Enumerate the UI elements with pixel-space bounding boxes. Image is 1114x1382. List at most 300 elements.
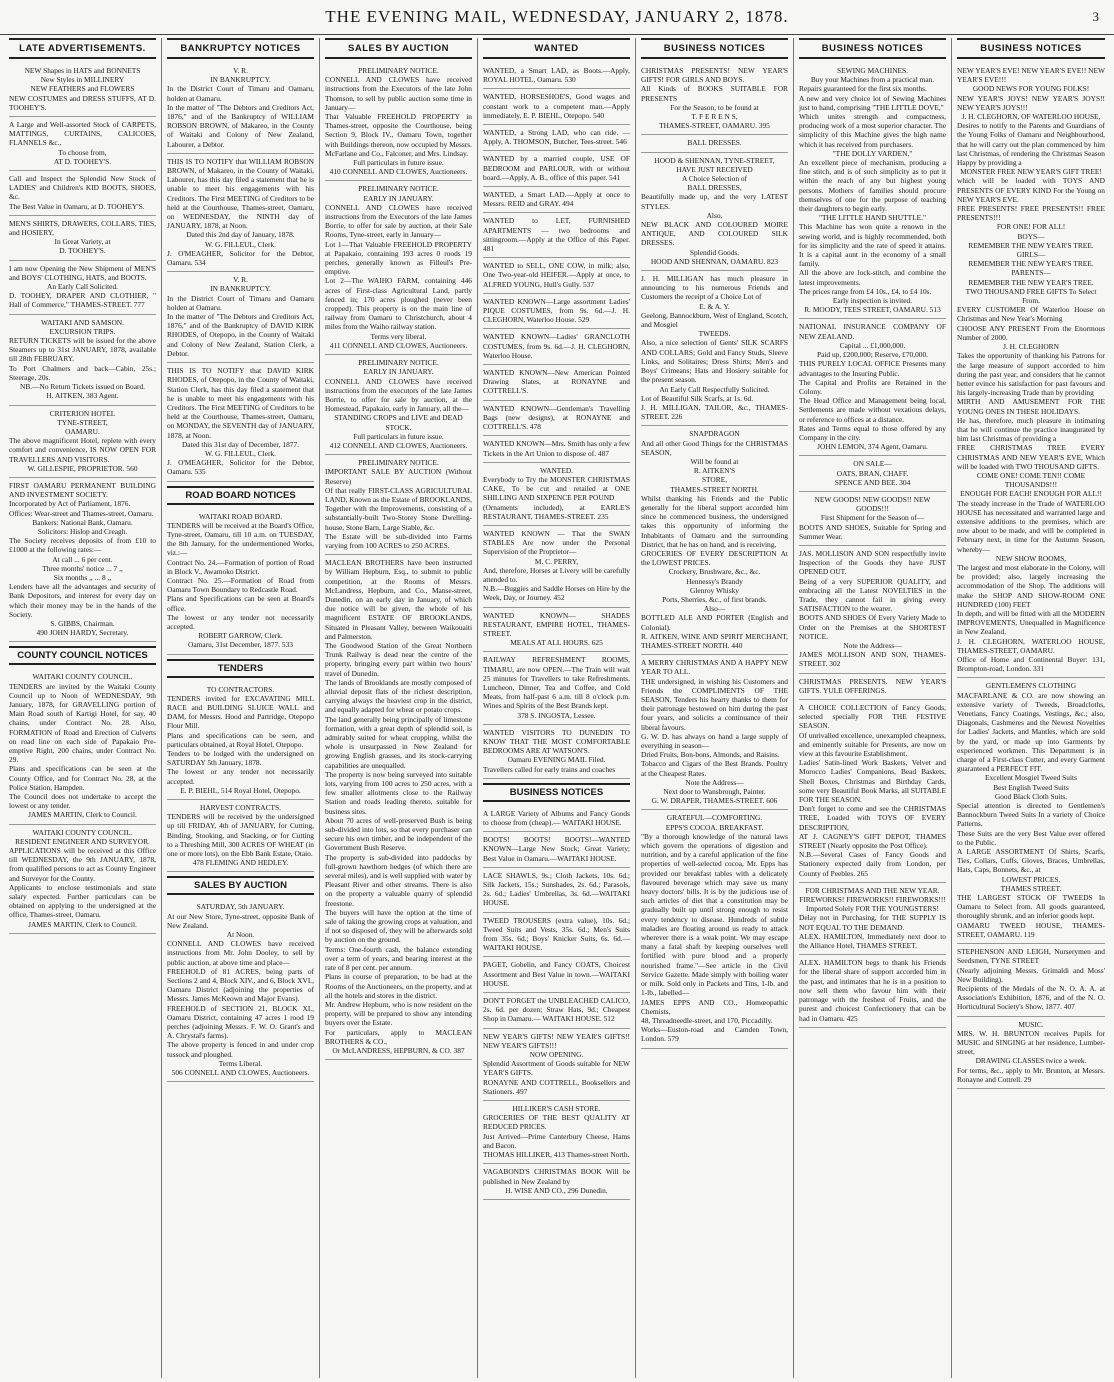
- ad-line: WANTED by a married couple, USE OF BEDROOM and PARLOUR, with or without board.—Apply, A. B., office of this paper. 541: [483, 154, 630, 182]
- ad-line: FIRST OAMARU PERMANENT BUILDING AND INVESTMENT SOCIETY.: [9, 480, 156, 500]
- ad-line: ENOUGH FOR EACH! ENOUGH FOR ALL!!: [960, 489, 1102, 499]
- ad-line: D. TOOHEY'S.: [59, 246, 106, 256]
- ad-line: R. MOODY, TEES STREET, OAMARU. 513: [804, 305, 941, 315]
- ad-line: Paid up, £200,000; Reserve, £70,000.: [816, 350, 929, 360]
- ad-line: THAMES-STREET, OAMARU. 395: [659, 121, 770, 131]
- ad-line: Lot 2—The WAIHO FARM, containing 446 acres of First-class Agricultural Land, partly fenced in; 170 acres ploughed (never been cropped). This property is on the main line of railway from Oamaru to Christchurch, about 4 miles from the Waiho railway station.: [325, 276, 472, 332]
- ad-line: H. AITKEN, 383 Agent.: [46, 391, 119, 401]
- ad-line: W. GILLESPIE, PROPRIETOR. 560: [27, 463, 138, 473]
- ad-line: WANTED KNOWN—Mrs. Smith has only a few Tickets in the Art Union to dispose of. 487: [483, 439, 630, 458]
- ad-line: 412 CONNELL AND CLOWES, Auctioneers.: [329, 440, 468, 450]
- ad-line: I am now Opening the New Shipment of MEN'S and BOYS' CLOTHING, HATS, and BOOTS.: [9, 263, 156, 282]
- advertisement: [799, 883, 946, 955]
- advertisement: [167, 272, 314, 363]
- ad-line: The steady increase in the Trade of WATERLOO HOUSE has necessitated and warranted large and extensive additions to the premises, which are now about to be made, and will be completed in February next, in time for the Autumn Season, whereby—: [957, 498, 1105, 554]
- advertisement: [483, 151, 630, 187]
- ad-line: MACLEAN BROTHERS have been instructed by William Hepburn, Esq., to submit to public competition, at the Rooms of Messrs. McLandress, Hepburn, and Co., Manse-street, Dunedin, on an early day in January, of which due notice will be given, the whole of his magnificent ESTATE OF BROOKLANDS, Situated in Pleasant Valley, between Waikouaiti and Palmerston.: [325, 558, 472, 641]
- ad-line: ROBERT GARROW, Clerk.: [198, 631, 283, 641]
- ad-line: NEW GOODS! NEW GOODS!! NEW GOODS!!!: [814, 494, 931, 514]
- advertisement: [9, 406, 156, 478]
- ad-line: THAMES STREET.: [1000, 883, 1062, 893]
- ad-line: The buyers will have the option at the time of sale of taking the growing crops at valuation, and if not so disposed of, they will be afterwards sold by auction on the ground.: [325, 907, 472, 945]
- ad-line: Also,: [706, 210, 723, 220]
- advertisement: [483, 1029, 630, 1101]
- ad-line: A Large and Well-assorted Stock of CARPETS, MATTINGS, CURTAINS, CALICOES, FLANNELS &c.,: [9, 120, 156, 148]
- ad-line: IN BANKRUPTCY.: [210, 284, 271, 294]
- advertisement: [957, 678, 1105, 944]
- ad-line: Oamaru EVENING MAIL Filed.: [507, 755, 606, 765]
- ad-line: J. H. MILLIGAN has much pleasure in announcing to his numerous Friends and Customers the receipt of a Choice Lot of: [641, 274, 788, 302]
- ad-line: AT D. TOOHEY'S.: [53, 156, 112, 166]
- ad-line: The Best Value in Oamaru, at D. TOOHEY'S.: [9, 201, 145, 211]
- ad-line: Note the Address—: [843, 640, 902, 650]
- ad-line: To Port Chalmers and back—Cabin, 25s.; Steerage, 20s.: [9, 363, 156, 382]
- ad-line: COME ONE! COME TEN!! COME THOUSANDS!!!: [976, 470, 1086, 490]
- ad-line: M. C. PERRY,: [534, 556, 579, 566]
- ad-line: To choose from,: [58, 147, 107, 157]
- ad-line: For the Season, to be found at: [670, 102, 759, 112]
- advertisement: [167, 63, 314, 154]
- ad-line: In the matter of "The Debtors and Creditors Act, 1876," and of the Bankruptcy of WILLIAM ROBSON BROWN, of Makareo, in the County of Waitaki and Colony of New Zealand, Labourer, a Debtor.: [167, 102, 314, 149]
- ad-line: CONNELL AND CLOWES have received instructions from the Executors of the late John Thomson, to sell by public auction some time in January—: [325, 75, 472, 112]
- ad-line: In the District Court of Timaru and Oamaru, holden at Oamaru.: [167, 84, 314, 103]
- ad-line: ON SALE—: [853, 459, 892, 469]
- column-7: [952, 38, 1110, 1378]
- ad-line: WANTED VISITORS TO DUNEDIN TO KNOW THAT THE MOST COMFORTABLE BEDROOMS ARE AT WATSON'S.: [483, 727, 630, 756]
- column-3: [320, 38, 478, 1378]
- ad-line: MIRTH AND AMUSEMENT FOR THE YOUNG ONES IN THESE HOLIDAYS.: [957, 397, 1105, 416]
- ad-line: REMEMBER THE NEW YEAR'S TREE.: [968, 240, 1094, 250]
- ad-line: DON'T FORGET the UNBLEACHED CALICO, 2s. 6d. per dozen; Straw Hats, 9d.; Cheapest Shop in Oamaru.— WAITAKI HOUSE. 512: [483, 996, 630, 1024]
- ad-line: Being of a very SUPERIOR QUALITY, and embracing all the Latest NOVELTIES in the Trade, they cannot fail in giving every SATISFACTION to the wearer.: [799, 576, 946, 614]
- ad-line: TENDERS will be received by the undersigned up till FRIDAY, 4th of JANUARY, for Cutting, Binding, Stooking, and Stacking, or for Cutting to a Threshing Mill, 300 ACRES OF WHEAT (in one or more lots), on the Ebb Bank Estate, Otaio.: [167, 812, 314, 859]
- ad-line: PARENTS—: [1011, 268, 1051, 278]
- ad-line: GROCERIES OF EVERY DESCRIPTION At the LOWEST PRICES.: [641, 548, 788, 568]
- ad-line: THIS PURELY LOCAL OFFICE Presents many advantages to the Insuring Public.: [799, 359, 946, 378]
- advertisement: [483, 258, 630, 294]
- ad-line: The Society receives deposits of from £10 to £1000 at the following rates:—: [9, 536, 156, 555]
- ad-line: NB.—No Return Tickets issued on Board.: [19, 382, 146, 392]
- ad-line: THAMES-STREET NORTH.: [670, 484, 759, 494]
- ad-line: Good Black Cloth Suits.: [994, 791, 1068, 801]
- section-heading: ROAD BOARD NOTICES: [167, 486, 314, 505]
- ad-line: WAITAKI ROAD BOARD.: [198, 511, 283, 521]
- advertisement: [483, 725, 630, 779]
- ad-line: Early inspection is invited.: [832, 296, 913, 306]
- ad-line: PRELIMINARY NOTICE.: [358, 66, 439, 75]
- ad-line: MUSIC.: [1018, 1019, 1044, 1029]
- ad-line: FREEHOLD of 81 ACRES, being parts of Sections 2 and 4, Block XIV., and 6, Block XVI., Oamaru District (adjoining the properties of Messrs. James McKeown and Major Evans).: [167, 966, 314, 1004]
- ad-line: This Machine has won quite a renown in the sewing world, and is highly recommended, both for its simplicity and the rate of speed it attains. It is a capital aunt in the economy of a small family.: [799, 222, 946, 269]
- advertisement: [799, 700, 946, 883]
- advertisement: [641, 810, 788, 1048]
- ad-line: Mr. Andrew Hepburn, who is now resident on the property, will be prepared to show any intending buyers over the Estate.: [325, 999, 472, 1028]
- ad-line: RONAYNE AND COTTRELL, Booksellers and Stationers. 497: [483, 1077, 630, 1096]
- ad-line: THIS IS TO NOTIFY that DAVID KIRK RHODES, of Otepopo, in the County of Waitaki, Station Clerk, has this day filed a statement that he is unable to meet his engagements with his Creditors. The First MEETING of Creditors to be held at the Courthouse, Thames-street, Oamaru, on MONDAY, the SEVENTH day of JANUARY, 1878, at Noon.: [167, 366, 314, 440]
- ad-line: Geelong, Bannockburn, West of England, Scotch, and Mosgiel: [641, 310, 788, 330]
- ad-line: An Early Call Respectfully Solicited.: [659, 384, 770, 394]
- ad-line: Plans and specifications can be seen at the County Office, and for Contract No. 28, at the Police Station, Hampden.: [9, 764, 156, 792]
- advertisement: [9, 669, 156, 824]
- ad-line: Terms very liberal.: [370, 331, 427, 341]
- advertisement: [483, 652, 630, 724]
- ad-line: Imported Solely FOR THE YOUNGSTERS!: [805, 904, 940, 914]
- ad-line: Don't forget to come and see the CHRISTMAS TREE, Loaded with TOYS OF EVERY DESCRIPTION,: [799, 804, 946, 832]
- ad-line: JAMES MARTIN, Clerk to Council.: [28, 919, 137, 929]
- ad-line: MEALS AT ALL HOURS. 625: [510, 638, 603, 648]
- ad-line: TENDERS will be received at the Board's Office, Tyne-street, Oamaru, till 10 a.m. on TUESDAY, the 8th January, for the undermentioned Works, viz.:—: [167, 520, 314, 558]
- ad-line: CHOOSE ANY PRESENT From the Enormous Number of 2000.: [957, 323, 1105, 342]
- column-heading: WANTED: [483, 38, 630, 59]
- ad-line: PRELIMINARY NOTICE.: [358, 184, 439, 194]
- masthead: [0, 0, 1114, 35]
- advertisement: [641, 271, 788, 426]
- ad-line: The lowest or any tender not necessarily accepted.: [167, 767, 314, 786]
- ad-line: MONSTER FREE NEW YEAR'S GIFT TREE!: [960, 167, 1102, 177]
- column-heading: BUSINESS NOTICES: [799, 38, 946, 59]
- ad-line: Or McLANDRESS, HEPBURN, & CO. 387: [332, 1045, 465, 1055]
- advertisement: [799, 546, 946, 674]
- advertisement: [325, 455, 472, 555]
- ad-line: GOOD NEWS FOR YOUNG FOLKS!: [972, 84, 1090, 94]
- ad-line: Applicants to enclose testimonials and state salary expected. Further particulars can be obtained on applying to the undersigned at the office, Thames-street, Oamaru.: [9, 882, 156, 920]
- advertisement: [957, 1017, 1105, 1089]
- column-heading: BUSINESS NOTICES: [641, 38, 788, 59]
- advertisement: [167, 899, 314, 1082]
- ad-line: J. H. CLEGHORN, WATERLOO HOUSE, THAMES-STREET, OAMARU.: [957, 636, 1105, 655]
- ad-line: All Kinds of BOOKS SUITABLE FOR PRESENTS: [641, 84, 788, 103]
- ad-line: GROCERIES OF THE BEST QUALITY AT REDUCED PRICES.: [483, 1113, 630, 1132]
- ad-line: WANTED, a Smart LAD, as Boots.—Apply, ROYAL HOTEL, Oamaru. 530: [483, 66, 630, 85]
- ad-line: WANTED, a Strong LAD, who can ride. —Apply, A. THOMSON, Butcher, Tees-street. 546: [483, 128, 630, 147]
- ad-line: PRELIMINARY NOTICE.: [358, 458, 439, 468]
- ad-line: J. O'MEAGHER, Solicitor for the Debtor, Oamaru. 534: [167, 248, 314, 268]
- ad-line: BALL DRESSES,: [687, 183, 742, 193]
- ad-line: BOOTS AND SHOES, Suitable for Spring and Summer Wear.: [799, 522, 946, 541]
- ad-line: N.B.—Several Cases of Fancy Goods and Stationery expected daily from London, per County of Peebles. 265: [799, 850, 946, 878]
- ad-line: BOYS—: [1017, 231, 1045, 241]
- ad-line: Contract No. 25.—Formation of Road from Oamaru Town Boundary to Redcastle Road.: [167, 575, 314, 595]
- ad-line: Terms Liberal.: [218, 1058, 263, 1068]
- ad-line: HOOD & SHENNAN, TYNE-STREET,: [654, 155, 775, 165]
- ad-line: NEW BLACK AND COLOURED MOIRE ANTIQUE, AND COLOURED SILK DRESSES.: [641, 220, 788, 248]
- ad-line: RETURN TICKETS will be issued for the above Steamers up to 31st JANUARY, 1878, available till 28th FEBRUARY.: [9, 336, 156, 364]
- ad-line: The prices range from £4 10s., £4, to £4 10s.: [799, 286, 932, 296]
- section-heading: BUSINESS NOTICES: [483, 783, 630, 802]
- ad-line: A LARGE Variety of Albums and Fancy Goods to choose from (cheap).— WAITAKI HOUSE.: [483, 808, 630, 827]
- section-heading: COUNTY COUNCIL NOTICES: [9, 646, 156, 665]
- ad-line: TWEEDS.: [698, 329, 731, 339]
- ad-line: EPPS'S COCOA. BREAKFAST.: [665, 822, 764, 832]
- ad-line: LOWEST PRICES.: [1001, 874, 1061, 884]
- ad-line: RESIDENT ENGINEER AND SURVEYOR.: [15, 836, 150, 846]
- ad-line: A new and very choice lot of Sewing Machines just to hand, comprising "THE LITTLE DOVE,": [799, 93, 946, 112]
- ad-line: JOHN LEMON, 374 Agent, Oamaru.: [817, 442, 928, 452]
- ad-line: Of unrivalled excellence, unexampled cheapness, and eminently suitable for Presents, are now on view at this favourite Establishment.: [799, 730, 946, 759]
- ad-line: NATIONAL INSURANCE COMPANY OF NEW ZEALAND.: [799, 322, 946, 341]
- ad-line: Office of Home and Continental Buyer: 131, Brompton-road, London. 331: [957, 655, 1105, 674]
- advertisement: [483, 868, 630, 913]
- ad-line: Rates and Terms equal to those offered by any Company in the city.: [799, 423, 946, 442]
- ad-line: WANTED KNOWN — That the SWAN STABLES Are now under the Personal Supervision of the Proprietor—: [483, 528, 630, 557]
- ad-line: 410 CONNELL AND CLOWES, Auctioneers.: [329, 167, 468, 177]
- ad-line: W. G. FILLEUL, Clerk.: [205, 448, 276, 458]
- ad-line: CONNELL AND CLOWES have received instructions from the executors of the late James Borrie, to offer for sale by auction, at the Homestead, Papakaio, early in January, all the—: [325, 376, 472, 414]
- ad-line: The largest and most elaborate in the Colony, will be provided; also, largely increasing the accommodation of the Shop. The additions will make the SHOP AND SHOW-ROOM ONE HUNDRED (100) FEET: [957, 562, 1105, 609]
- advertisement: [483, 608, 630, 653]
- ad-line: The lowest or any tender not necessarily accepted.: [167, 612, 314, 631]
- ad-line: CRITERION HOTEL: [49, 408, 116, 418]
- ad-line: Beautifully made up, and the very LATEST STYLES.: [641, 192, 788, 211]
- ad-line: HILLIKER'S CASH STORE.: [512, 1104, 601, 1114]
- column-heading: SALES BY AUCTION: [325, 38, 472, 59]
- ad-line: TO CONTRACTORS.: [206, 684, 275, 694]
- advertisement: [641, 153, 788, 271]
- ad-line: TWEED TROUSERS (extra value), 10s. 6d.; Tweed Suits and Vests, 35s. 6d.; Men's Suits from 35s. 6d.; Boys' Knicker Suits, 6s. 6d.—WAITAKI HOUSE.: [483, 915, 630, 953]
- ad-line: V. R.: [233, 66, 248, 75]
- ad-line: Hennessy's Brandy: [686, 576, 743, 586]
- ad-line: In depth, and will be fitted with all the MODERN IMPROVEMENTS, Unequalled in Magnificence in New Zealand.: [957, 608, 1105, 637]
- ad-line: In the matter of "The Debtors and Creditors Act, 1876," and of the Bankruptcy of DAVID KIRK RHODES, of Otepopo, in the County of Waitaki and Colony of New Zealand, Station Clerk, a Debtor.: [167, 312, 314, 358]
- ad-line: And all other Good Things for the CHRISTMAS SEASON,: [641, 438, 788, 457]
- ad-line: FOR ONE! FOR ALL!: [996, 222, 1066, 232]
- ad-line: R. AITKEN, WINE AND SPIRIT MERCHANT, THAMES-STREET NORTH. 440: [641, 631, 788, 650]
- ad-line: S. GIBBS, Chairman.: [50, 618, 115, 628]
- ad-line: A MERRY CHRISTMAS AND A HAPPY NEW YEAR TO ALL.: [641, 658, 788, 677]
- ad-line: FREEHOLD of SECTION 21, BLOCK XI., Oamaru District, containing 47 acres 1 rood 19 perches (adjoining Messrs. F. W. O. Grant's and A. Chrystal's farms).: [167, 1003, 314, 1041]
- ad-line: EXCURSION TRIPS.: [49, 326, 116, 336]
- column-5: [636, 38, 794, 1378]
- ad-line: THE LARGEST STOCK OF TWEEDS In Oamaru to Select from. All goods guaranteed, thoroughly shrunk, and an inferior goods kept.: [957, 893, 1105, 921]
- ad-line: Just Arrived—Prime Canterbury Cheese, Hams and Bacon.: [483, 1131, 630, 1150]
- section-heading: TENDERS: [167, 659, 314, 678]
- ad-line: Lot of Beautiful Silk Scarfs, at 1s. 6d.: [641, 393, 754, 403]
- ad-line: Plans in course of preparation, to be had at the Rooms of the Auctioneers, on the property, and at all the hotels and stores in the district.: [325, 972, 472, 1000]
- ad-line: CONNELL AND CLOWES have received instructions from the Executors of the late James Borrie, to offer for sale by auction, at their Sale Rooms, Tyne-street, early in January—: [325, 202, 472, 240]
- ad-line: Splendid Assortment of Goods suitable for NEW YEAR'S GIFTS.: [483, 1059, 630, 1078]
- ad-line: 378 S. INGOSTA, Lessee.: [517, 710, 596, 720]
- ad-line: FOR CHRISTMAS AND THE NEW YEAR.: [805, 885, 940, 895]
- advertisement: [641, 426, 788, 655]
- ad-line: Ports, Sherries, &c., of first brands.: [662, 594, 767, 604]
- ad-line: Buy your Machines from a practical man.: [810, 75, 935, 85]
- ad-line: At our New Store, Tyne-street, opposite Bank of New Zealand.: [167, 911, 314, 930]
- ad-line: BOOTS! BOOTS! BOOTS!—WANTED KNOWN—Large New Stock; Great Variety; Best Value in Oamaru.—WAITAKI HOUSE.: [483, 835, 630, 863]
- advertisement: [799, 456, 946, 492]
- ad-line: J. H. CLEGHORN, OF WATERLOO HOUSE,: [961, 112, 1101, 122]
- advertisement: [957, 944, 1105, 1016]
- advertisement: [325, 355, 472, 455]
- ad-line: SEWING MACHINES.: [836, 66, 909, 75]
- ad-line: All the above are lock-stitch, and combine the latest improvements.: [799, 268, 946, 287]
- column-heading: BUSINESS NOTICES: [957, 38, 1105, 59]
- ad-line: GIRLS—: [1016, 250, 1046, 260]
- advertisement: [9, 216, 156, 261]
- advertisement: [641, 135, 788, 152]
- ad-line: Full particulars in future issue.: [353, 158, 444, 168]
- advertisement: [167, 509, 314, 655]
- ad-line: The Council does not undertake to accept the lowest or any tender.: [9, 792, 156, 811]
- ad-line: Solicitors: Hislop and Creagh.: [37, 526, 128, 536]
- advertisement: [483, 187, 630, 213]
- ad-line: (Nearly adjoining Messrs. Grimaldi and Moss' New Building).: [957, 965, 1105, 984]
- ad-line: About 70 acres of well-preserved Bush is being sub-divided into lots, so that every purchaser can secure his own timber, and be independent of the Government Bush Reserve.: [325, 815, 472, 853]
- ad-line: VAGABOND'S CHRISTMAS BOOK Will be published in New Zealand by: [483, 1167, 630, 1186]
- advertisement: [483, 806, 630, 832]
- advertisement: [799, 955, 946, 1027]
- ad-line: SNAPDRAGON: [689, 429, 740, 439]
- ad-line: Excellent Mosgiel Tweed Suits: [985, 773, 1077, 783]
- column-2: [162, 38, 320, 1378]
- ad-line: Tenders to be lodged with the undersigned on SATURDAY 5th January, 1878.: [167, 749, 314, 768]
- ad-line: OAMARU.: [65, 426, 100, 436]
- advertisement: [167, 682, 314, 800]
- ad-line: TWO THOUSAND FREE GIFTS To Select From.: [965, 286, 1097, 306]
- ad-line: OATS, BRAN, CHAFF.: [836, 468, 909, 478]
- advertisement: [167, 363, 314, 481]
- ad-line: The above property is fenced in and under crop tussock and ploughed.: [167, 1040, 314, 1059]
- ad-line: E. & A. Y.: [699, 301, 730, 311]
- ad-line: Contract No. 24.—Formation of portion of Road in Block V., Awamoko District.: [167, 557, 314, 576]
- ad-line: A LARGE ASSORTMENT Of Shirts, Scarfs, Ties, Collars, Cuffs, Gloves, Braces, Umbrellas, Hats, Caps, Bonnets, &c., at: [957, 847, 1105, 875]
- ad-line: WANTED to SELL, ONE COW, in milk; also, One Two-year-old HEIFER.—Apply at once, to ALFRED YOUNG, Hull's Gully. 537: [483, 261, 630, 289]
- advertisement: [9, 63, 156, 117]
- ad-line: "THE DOLLY VARDEN,": [832, 148, 913, 158]
- ad-line: FREE PRESENTS! FREE PRESENTS!! FREE PRESENTS!!!: [957, 204, 1105, 223]
- ad-line: GENTLEMEN'S CLOTHING: [985, 681, 1077, 691]
- ad-line: Best English Tweed Suits: [993, 782, 1069, 792]
- advertisement: [483, 1164, 630, 1200]
- ad-line: NOW OPENING.: [529, 1050, 584, 1060]
- advertisement: [957, 63, 1105, 678]
- advertisement: [483, 526, 630, 608]
- advertisement: [483, 1101, 630, 1164]
- ad-line: Tobacco and Cigars of the Best Brands. Poultry at the Cheapest Rates.: [641, 759, 788, 778]
- ad-line: J. O'MEAGHER, Solicitor for the Debtor, Oamaru. 535: [167, 458, 314, 477]
- ad-line: CHRISTMAS PRESENTS! NEW YEAR'S GIFTS! FOR GIRLS AND BOYS.: [641, 66, 788, 85]
- ad-line: GRATEFUL—COMFORTING.: [666, 813, 763, 823]
- ad-line: CHRISTMAS PRESENTS. NEW YEAR'S GIFTS. YULE OFFERINGS.: [799, 676, 946, 695]
- ad-line: which will be loaded with TOYS AND PRESENTS OF EVERY KIND For the Young on NEW YEAR'S EVE.: [957, 176, 1105, 204]
- advertisement: [799, 674, 946, 700]
- ad-line: Takes the opportunity of thanking his Patrons for the large measure of support accorded to him during the past year, and considers that he cannot better evince his satisfaction for past favours and his largely-increasing Trade than by providing: [957, 351, 1105, 398]
- ad-line: NEW SHOW ROOMS,: [995, 553, 1067, 563]
- ad-line: T. F E R E N S,: [691, 112, 738, 122]
- advertisement: [483, 401, 630, 437]
- ad-line: STANDING CROPS and LIVE and DEAD STOCK.: [334, 413, 463, 432]
- ad-line: WANTED to LET, FURNISHED APARTMENTS — two bedrooms and sittingroom.—Apply at the Office of this Paper. 481: [483, 216, 630, 254]
- ad-line: For terms, &c., apply to Mr. Brunton, at Messrs. Ronayne and Cottrell. 29: [957, 1065, 1105, 1084]
- ad-line: WANTED KNOWN— SHADES RESTAURANT, EMPIRE HOTEL, THAMES-STREET.: [483, 610, 630, 638]
- ad-line: BOTTLED ALE AND PORTER (English and Colonial).: [641, 613, 788, 632]
- ad-line: WANTED KNOWN—Ladies' GRANCLOTH COSTUMES, from 9s. 6d.—J. H. CLEGHORN, Waterloo House.: [483, 332, 630, 360]
- ad-line: 490 JOHN HARDY, Secretary.: [36, 628, 129, 638]
- ad-line: Lenders have all the advantages and security of Bank Depositors, and interest for every day on which their money may be in the hands of the Society.: [9, 582, 156, 619]
- ad-line: Recipients of the Medals of the N. O. A. A. at Association's Exhibition, 1876, and of the N. O. Horticultural Society's Show, 1877. 407: [957, 983, 1105, 1012]
- ad-line: Bankers: National Bank, Oamaru.: [32, 517, 133, 527]
- ad-line: JAMES MOLLISON AND SON, THAMES-STREET. 302: [799, 650, 946, 669]
- advertisement: [483, 365, 630, 401]
- ad-line: SATURDAY, 5th JANUARY.: [196, 902, 285, 912]
- ad-line: WAITAKI COUNTY COUNCIL.: [32, 672, 133, 682]
- column-heading: BANKRUPTCY NOTICES: [167, 38, 314, 59]
- ad-line: TYNE-STREET,: [57, 417, 108, 427]
- advertisement: [9, 315, 156, 406]
- ad-line: NEW YEAR'S EVE! NEW YEAR'S EVE!! NEW YEAR'S EVE!!!: [957, 66, 1105, 85]
- advertisement: [799, 63, 946, 319]
- ad-line: Also—: [703, 604, 726, 614]
- ad-line: A CHOICE COLLECTION of Fancy Goods, selected specially FOR THE FESTIVE SEASON.: [799, 703, 946, 731]
- ad-line: HARVEST CONTRACTS.: [200, 803, 281, 813]
- ad-line: Capital ... £1,000,000.: [839, 340, 906, 350]
- advertisement: [483, 294, 630, 330]
- column-6: [794, 38, 952, 1378]
- ad-line: DRAWING CLASSES twice a week.: [975, 1056, 1087, 1066]
- ad-line: Next door to Wansbrough, Painter.: [663, 787, 766, 797]
- ad-line: G. W. D. has always on hand a large supply of everything in season—: [641, 731, 788, 751]
- ad-line: Dated this 31st day of December, 1877.: [181, 439, 300, 449]
- ad-line: Together with the Improvements, consisting of a substantially-built Two-Storey Stone Dwelling-house, Stone Barn, Large Stable, &c.: [325, 504, 472, 532]
- ad-line: JAMES MARTIN, Clerk to Council.: [28, 810, 137, 820]
- ad-line: JAS. MOLLISON AND SON respectfully invite Inspection of the Goods they have JUST OPENED OUT.: [799, 548, 946, 577]
- ad-line: N.B.—Buggies and Saddle Horses on Hire by the Week, Day, or Journey. 452: [483, 584, 630, 603]
- column-4: [478, 38, 636, 1378]
- advertisement: [9, 171, 156, 216]
- ad-line: WANTED KNOWN—Gentleman's Travelling Bags (new designs), at RONAYNE and COTTRELL'S. 478: [483, 403, 630, 432]
- ad-line: For particulars, apply to MACLEAN BROTHERS & CO.,: [325, 1027, 472, 1046]
- ad-line: STEPHENSON AND LEIGH, Nurserymen and Seedsmen, TYNE STREET: [957, 947, 1105, 966]
- ad-line: MRS. W. H. BRUNTON receives Pupils for MUSIC and SINGING at her residence, Lumber-street,: [957, 1028, 1105, 1057]
- ad-line: Plans and specifications can be seen, and particulars obtained, at Royal Hotel, Otepopo.: [167, 730, 314, 749]
- ad-line: Special attention is directed to Gentlemen's Bannockburn Tweed Suits In a variety of Choice Patterns.: [957, 801, 1105, 829]
- ad-line: Dated this 2nd day of January, 1878.: [186, 230, 295, 240]
- ad-line: FREE CHRISTMAS TREE EVERY CHRISTMAS AND NEW YEAR'S EVE, Which will be loaded with TWO THOUSAND GIFTS.: [957, 443, 1105, 471]
- ad-line: RAILWAY REFRESHMENT ROOMS, TIMARU, are now OPEN.—The Train will wait 25 minutes for Travellers to take Refreshments. Luncheon, Dinner, Tea and Coffee, and Cold Meats, from half-past 6 a.m. till 8 o'clock p.m. Wines and Spirits of the Best Brands kept.: [483, 655, 630, 711]
- ad-line: REMEMBER THE NEW YEAR'S TREE.: [968, 277, 1094, 287]
- ad-line: First Shipment for the Season of—: [820, 513, 925, 523]
- ad-line: In the District Court of Timaru and Oamaru holden at Oamaru.: [167, 293, 314, 312]
- page-number: 3: [1092, 9, 1100, 24]
- ad-line: THIS IS TO NOTIFY that WILLIAM ROBSON BROWN, of Makareo, in the County of Waitaki, Labourer, has this day filed a statement that he is unable to meet his engagements with his Creditors. The First MEETING of Creditors to be held at the Courthouse, Thames-street, Oamaru, on WEDNESDAY, the NINTH day of JANUARY, 1878, at Noon.: [167, 156, 314, 231]
- ad-line: Delay not in Purchasing, for THE SUPPLY IS NOT EQUAL TO THE DEMAND.: [799, 913, 946, 932]
- column-heading: LATE ADVERTISEMENTS.: [9, 38, 156, 59]
- advertisement: [483, 125, 630, 151]
- ad-line: Travellers called for early trains and coaches: [483, 764, 616, 774]
- ad-line: TENDERS invited for EXCAVATING MILL RACE and BUILDING SLUICE WALL and DAM, for Messrs. Hood and Partridge, Otepopo Flour Mill.: [167, 693, 314, 731]
- ad-line: Which unites strength and compactness, producing work of a most superior character. The simplicity of this Machine gives the high name which it has received from purchasers.: [799, 112, 946, 149]
- newspaper-columns: [4, 38, 1110, 1378]
- ad-line: That Valuable FREEHOLD PROPERTY in Thames-street, opposite the Courthouse, being Section 9, Block IV., Oamaru Town, together with Buildings thereon, now occupied by Messrs. McFarlane and Co., Falconer, and Mrs. Lindsay.: [325, 112, 472, 158]
- ad-line: Of that really FIRST-CLASS AGRICULTURAL LAND, Known as the Estate of BROOKLANDS,: [325, 485, 472, 504]
- ad-line: APPLICATIONS will be received at this Office till WEDNESDAY, the 9th JANUARY, 1878, from qualified persons to act as County Engineer and Surveyor for the County.: [9, 846, 156, 883]
- ad-line: THE undersigned, in wishing his Customers and Friends the COMPLIMENTS OF THE SEASON, Tenders his hearty thanks to them for their patronage bestowed on him during the past four years, and solicits a continuance of their liberal favours.: [641, 676, 788, 732]
- ad-line: J. H. CLEGHORN: [1003, 342, 1059, 352]
- ad-line: R. AITKEN'S: [693, 466, 736, 476]
- advertisement: [483, 329, 630, 365]
- ad-line: PRELIMINARY NOTICE.: [358, 358, 439, 368]
- ad-line: 478 FLEMING AND HEDLEY.: [192, 858, 289, 868]
- ad-line: OAMARU TWEED HOUSE, THAMES-STREET, OAMARU. 119: [957, 920, 1105, 939]
- ad-line: Note the Address—: [685, 777, 744, 787]
- ad-line: PAGET, Gobelin, and Fancy COATS, Choicest Assortment and Best Value in town.—WAITAKI HOUSE.: [483, 960, 630, 988]
- ad-line: STORE,: [701, 475, 728, 485]
- ad-line: Crockery, Brushware, &c., &c.: [668, 567, 761, 577]
- ad-line: The above magnificent Hotel, replete with every comfort and convenience, IS NOW OPEN FOR TRAVELLERS AND VISITORS.: [9, 436, 156, 464]
- ad-line: In Great Variety, at: [54, 237, 111, 247]
- ad-line: Plans and Specifications can be seen at Board's office.: [167, 594, 314, 613]
- advertisement: [9, 117, 156, 171]
- advertisement: [483, 436, 630, 462]
